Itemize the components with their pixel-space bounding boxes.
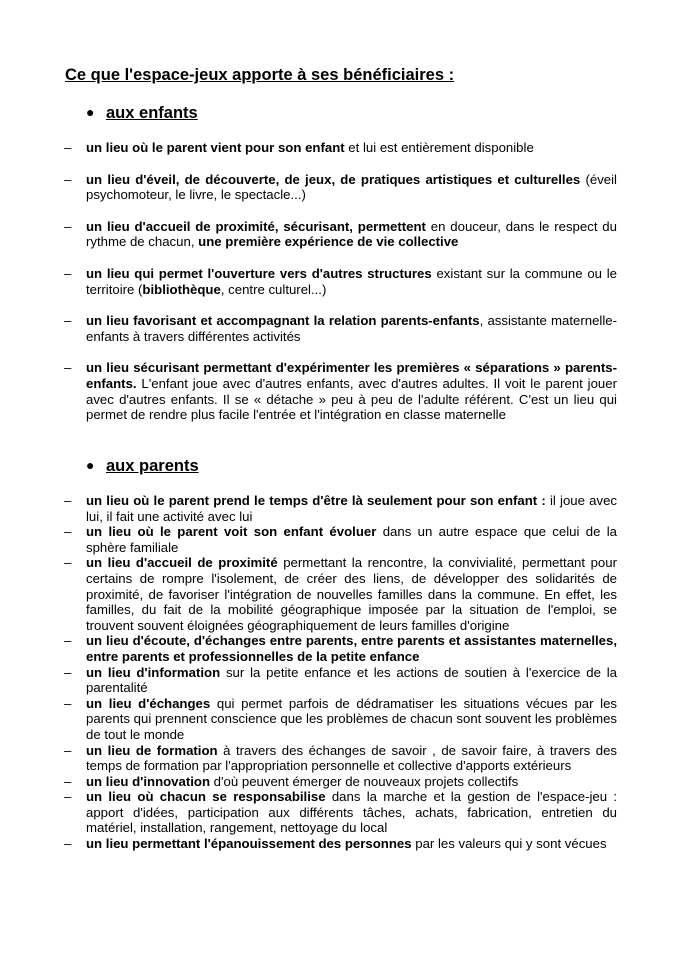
list-item — [64, 633, 617, 664]
section-label: aux parents — [106, 457, 199, 475]
list-item-text — [86, 313, 617, 344]
bold-run: un lieu sécurisant permettant d'expérimenter les premières « séparations » parents-enfants. — [86, 360, 617, 391]
list-item-text — [86, 360, 617, 422]
dash-marker: – — [64, 171, 72, 187]
bold-run: un lieu d'accueil de proximité, sécurisant, permettent — [86, 218, 426, 234]
text-run: à travers des échanges de savoir , de savoir faire, à travers des temps de formation par l'appropriation personnelle et collective d'apports extérieurs — [86, 742, 618, 774]
text-run: dans un autre espace que celui de la sphère familiale — [86, 524, 618, 555]
list-item-text — [86, 555, 617, 632]
bold-run: un lieu d'innovation — [86, 773, 211, 789]
dash-marker: – — [64, 313, 72, 329]
dash-marker: – — [64, 140, 72, 155]
list-item-text — [86, 493, 617, 524]
list-item-text — [86, 789, 617, 835]
list-item — [64, 360, 617, 422]
bold-run: un lieu d'écoute, d'échanges entre parents, entre parents et assistantes maternelles, entre parents et professionnelles de la petite enfance — [86, 633, 617, 664]
text-run: , centre culturel...) — [220, 281, 327, 297]
bold-run: un lieu d'accueil de proximité — [86, 555, 278, 571]
text-run: en douceur, dans le respect du rythme de chacun, — [86, 218, 617, 250]
list-item — [64, 836, 617, 852]
dash-marker: – — [64, 265, 72, 281]
text-run: et lui est entièrement disponible — [344, 140, 534, 155]
bold-run: un lieu d'information — [86, 664, 221, 680]
bold-run: bibliothèque — [142, 281, 221, 297]
list-item — [64, 140, 617, 156]
bold-run: un lieu d'éveil, de découverte, de jeux, de pratiques artistiques et culturelles — [86, 171, 581, 187]
list-item — [64, 696, 617, 743]
bold-run: un lieu permettant l'épanouissement des personnes — [86, 836, 412, 852]
list-item-text — [86, 172, 617, 203]
bold-run: un lieu où le parent vient pour son enfant — [86, 140, 345, 155]
list-item-text — [86, 219, 617, 250]
text-run: L'enfant joue avec d'autres enfants, avec d'autres adultes. Il voit le parent jouer avec d'autres enfants. Il se « détache » peu à peu de l'adulte référent. C'est un lieu qui permet de rendre plus facile l'entrée et l'intégration en classe maternelle — [86, 375, 617, 423]
list-item — [64, 665, 617, 696]
text-run: permettant la rencontre, la convivialité, permettant pour certains de rompre l'isolement, de créer des liens, de développer des solidarités de proximité, de favoriser l'intégration de nouvelles familles dans la commune. En effet, les familles, du fait de la mobilité géographique imposée par la situation de l'emploi, se trouvent souvent éloignées géographiquement de leurs familles d'origine — [86, 555, 617, 633]
text-run: sur la petite enfance et les actions de soutien à l'exercice de la parentalité — [86, 664, 618, 696]
dash-marker: – — [64, 524, 72, 540]
text-run: par les valeurs qui y sont vécues — [411, 836, 607, 852]
list-enfants — [64, 140, 617, 439]
dash-marker: – — [64, 773, 72, 789]
dash-marker: – — [64, 836, 72, 852]
section-heading-parents — [86, 457, 199, 476]
list-item — [64, 172, 617, 203]
text-run: il joue avec lui, il fait une activité avec lui — [86, 493, 617, 524]
text-run: qui permet parfois de dédramatiser les situations vécues par les parents qui prennent conscience que les problèmes de chacun sont souvent les problèmes de tout le monde — [86, 695, 618, 742]
dash-marker: – — [64, 664, 72, 680]
text-run: existant sur la commune ou le territoire ( — [86, 265, 617, 297]
list-item-text — [86, 524, 617, 555]
text-run: , assistante maternelle-enfants à travers différentes activités — [86, 313, 617, 344]
bullet-icon: ● — [86, 457, 95, 473]
list-item — [64, 555, 617, 633]
list-item — [64, 493, 617, 524]
list-parents — [64, 493, 617, 852]
dash-marker: – — [64, 493, 72, 508]
list-item — [64, 266, 617, 297]
list-item-text — [86, 665, 617, 696]
bullet-icon: ● — [86, 104, 95, 120]
text-run: (éveil psychomoteur, le livre, le spectacle...) — [86, 171, 617, 203]
list-item — [64, 219, 617, 250]
dash-marker: – — [64, 555, 72, 571]
list-item-text — [86, 266, 617, 297]
list-item-text — [86, 774, 518, 789]
text-run: d'où peuvent émerger de nouveaux projets collectifs — [210, 773, 519, 789]
list-item-text — [86, 836, 607, 851]
bold-run: un lieu où le parent voit son enfant évoluer — [86, 524, 377, 540]
list-item-text — [86, 140, 534, 155]
section-heading-enfants — [86, 104, 198, 123]
list-item — [64, 313, 617, 344]
text-run: dans la marche et la gestion de l'espace-jeu : apport d'idées, participation aux différents tâches, achats, fabrication, entretien du matériel, installation, rangement, nettoyage du local — [86, 789, 618, 836]
list-item — [64, 789, 617, 836]
bold-run: un lieu favorisant et accompagnant la relation parents-enfants — [86, 313, 480, 329]
list-item-text — [86, 633, 617, 664]
bold-run: un lieu de formation — [86, 742, 218, 758]
dash-marker: – — [64, 742, 72, 758]
bold-run: un lieu où chacun se responsabilise — [86, 789, 326, 805]
bold-run: un lieu où le parent prend le temps d'être là seulement pour son enfant : — [86, 493, 546, 508]
list-item — [64, 743, 617, 774]
list-item — [64, 774, 617, 790]
dash-marker: – — [64, 360, 72, 376]
list-item — [64, 524, 617, 555]
dash-marker: – — [64, 633, 72, 649]
dash-marker: – — [64, 695, 72, 711]
dash-marker: – — [64, 218, 72, 234]
dash-marker: – — [64, 789, 72, 805]
bold-run: un lieu d'échanges — [86, 695, 211, 711]
list-item-text — [86, 743, 617, 774]
section-label: aux enfants — [106, 104, 198, 122]
list-item-text — [86, 696, 617, 742]
bold-run: un lieu qui permet l'ouverture vers d'autres structures — [86, 265, 432, 281]
page-title: Ce que l'espace-jeux apporte à ses bénéficiaires : — [65, 66, 455, 84]
bold-run: une première expérience de vie collective — [198, 234, 459, 250]
